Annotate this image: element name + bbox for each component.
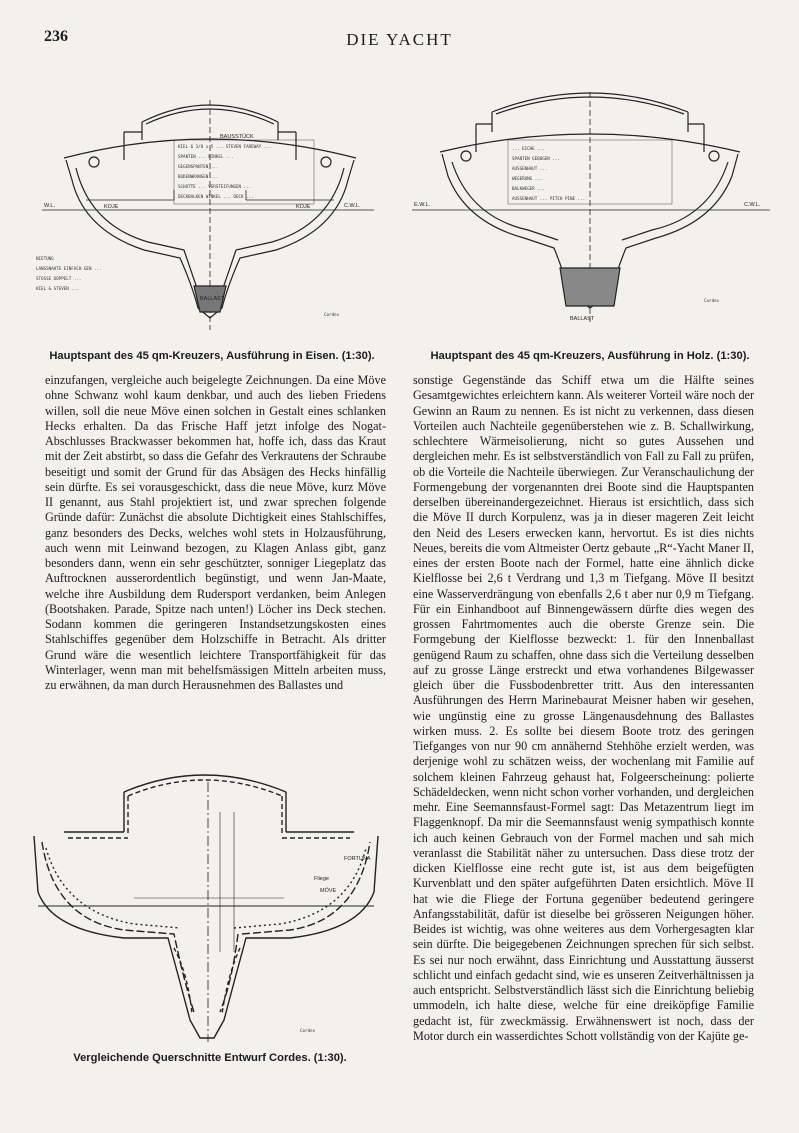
spec-line: SPANTEN GEBOGEN ...: [512, 156, 560, 161]
caption-fig1: Hauptspant des 45 qm-Kreuzers, Ausführung in Eisen. (1:30).: [49, 350, 375, 362]
paragraph: sonstige Gegenstände das Schiff etwa um die Hälfte seines Gesamtgewichtes erleichtern kann. Als weiterer Vorteil wäre noch der Gewinn an Raum zu nennen. Es ist nicht zu verkennen, dass diesen Vorteilen auch Nachteile gegenüberstehen wie z. B. Schallwirkung, schlechtere Wärmeisolierung, nicht so gutes Aussehen und dergleichen mehr. Es ist selbstverständlich von Fall zu Fall zu prüfen, ob die Vorteile die Nachteile überwiegen. Zur Veranschaulichung der Formengebung der vorgenannten drei Boote sind die Hauptspanten derselben übereinandergezeichnet. Hieraus ist ersichtlich, dass sich die Möve II durch Korpulenz, was ja in dieser mageren Zeit leicht den Neid des Lesers erwecken kann, hervortut. Es ist dies nichts Neues, bereits die vom Altmeister Oertz gebaute „R“-Yacht Maner II, eines der ersten Boote nach der Formel, hatte eine ähnlich dicke Kielflosse bei 2,6 t Verdrang und 1,3 m Tiefgang. Möve II besitzt eine Wasserverdrängung von ebenfalls 2,6 t aber nur 0,9 m Tiefgang. Für ein Einhandboot auf Binnengewässern dürfte dies wegen des grossen Fahrtmomentes auch die oberste Grenze sein. Die Formgebung der Kielflosse bezweckt: 1. für den Innenballast genügend Raum zu schaffen, ohne dass sich die Verteilung desselben auf zu grosse Länge erstreckt und etwa vorhandenes Bilgewasser gleich über die Fussbodenbretter tritt. Aus den interessanten Ausführungen des Herrn Marinebaurat Meisner haben wir gesehen, wie ungünstig eine zu grosse Längenausdehnung des Ballastes wirken muss. 2. Es sollte bei diesem Boote trotz des geringen Tiefganges von nur 90 cm annähernd Stehhöhe erzielt werden, was derjenige wohl zu schätzen weiss, der wochenlang mit Familie auf solchem kleinen Fahrzeug gehaust hat, Folgeerscheinung: polierte Schädeldecken, wenn nicht schon vorher vorhanden, und dergleichen mehr. Eine Seemannsfaust-Formel sagt: Das Metazentrum liegt im Flaggenknopf. Da mir die Seemannsfaust wenig sympathisch konnte ich auch keinen Gebrauch von der Formel machen und sah mich veranlasst die Stabilität näher zu untersuchen. Dass diese trotz der dicken Kielflosse eine recht gute ist, ist aus dem beigefügten Kurvenblatt und den später aufgeführten Daten ersichtlich. Möve II hat wie die Fliege der Fortuna gegenüber bedeutend geringere Anfangsstabilität, dafür ist dieselbe bei grösseren Neigungen höher. Beides ist wichtig, was ohne weiteres aus dem Vorhergesagten klar sein dürfte. Die beigegebenen Zeichnungen sprechen für sich selbst. Es sei nur noch erwähnt, dass Einrichtung und Ausstattung äusserst schlicht und einfach gedacht sind, wie es unseren Zeitverhältnissen ja auch entspricht. Selbstverständlich lässt sich die Einrichtung beliebig ummodeln, ich halte diese, welche für eine dreiköpfige Familie gedacht ist, für zweckmässig. Erwähnenswert ist noch, dass der Motor durch ein wasserdichtes Schott vollständig von der Kajüte ge-: [413, 373, 755, 1043]
label-fliege: Fliege: [314, 876, 329, 882]
signature: Cordes: [704, 298, 720, 303]
figure-hauptspant-eisen: [24, 80, 400, 346]
page-number: 236: [44, 28, 68, 45]
figure-vergleichende-querschnitte: [24, 752, 396, 1046]
spec-line: KIEL 6 3/8 x 5 ... STEVEN FAREWAY ...: [178, 144, 272, 149]
spec-line: AUSSENHAUT ...: [512, 166, 548, 171]
note-line: NIETUNG: [36, 256, 54, 261]
running-head: DIE YACHT: [346, 30, 453, 49]
label-cwl: C.W.L.: [744, 202, 761, 208]
spec-line: DECKBALKEN WINKEL ... DECK ...: [178, 194, 254, 199]
spec-line: WEGERUNG ...: [512, 176, 543, 181]
label-wl: W.L.: [44, 203, 56, 209]
note-line: KIEL & STEVEN ...: [36, 286, 79, 291]
spec-line: ... EICHE ...: [512, 146, 545, 151]
label-move: MÖVE: [320, 888, 337, 894]
spec-line: SPANTEN ... WINKEL ...: [178, 154, 234, 159]
label-cwl: C.W.L.: [344, 203, 361, 209]
caption-fig2: Hauptspant des 45 qm-Kreuzers, Ausführung in Holz. (1:30).: [430, 350, 750, 362]
spec-line: BODENWRANGEN ...: [178, 174, 219, 179]
note-line: STOSSE DOPPELT ...: [36, 276, 82, 281]
label-ballast: BALLAST: [200, 296, 225, 302]
label-ballast: BALLAST: [570, 316, 595, 322]
text-column-left: [45, 373, 386, 693]
paragraph: einzufangen, vergleiche auch beigelegte Zeichnungen. Da eine Möve ohne Schwanz wohl kaum denkbar, und auch des lieben Friedens willen, soll die neue Möve einen solchen in Gestalt eines schlanken Hecks erhalten. Da das Frische Haff jetzt infolge des Nogat-Abschlusses Brackwasser bekommen hat, hoffe ich, dass das Kraut mit der Zeit abstirbt, so dass die Gefahr des Verkrautens der Schraube beseitigt und somit der Grund für das Absägen des Hecks hinfällig sein dürfte. Es sei vorausgeschickt, dass die neue Möve, kurz Möve II genannt, aus Stahl projektiert ist, und zwar sprechen folgende Gründe dafür: Zunächst die absolute Dichtigkeit eines Stahlschiffes, ganz besonders des Decks, welches wohl stets in Holzausführung, auch wenn mit Leinwand bezogen, zu Klagen Anlass gibt, ganz besonders dann, wenn ein sehr geschützter, sonniger Liegeplatz das Auftrocknen ausserordentlich begünstigt, und wenn Jan-Maate, welche ihre Ausbildung dem Rudersport verdanken, beim Anlegen (Bootshaken. Parade, Spitze nach unten!) Löcher ins Deck stechen. Sodann kommen die geringeren Instandsetzungskosten eines Stahlschiffes gegenüber dem Holzschiffe in Betracht. Als dritter Grund wäre die wesentlich leichtere Transportfähigkeit für das Winterlager, wenn man mit behelfsmässigen Mitteln arbeiten muss, zu erwähnen, da man durch Herausnehmen des Ballastes und: [45, 373, 386, 692]
label-koje-left: KOJE: [104, 204, 119, 210]
caption-fig3: Vergleichende Querschnitte Entwurf Cordes. (1:30).: [73, 1052, 347, 1064]
label-ewl: E.W.L.: [414, 202, 431, 208]
label-bausstuck: BAUSSTÜCK: [220, 134, 254, 140]
signature: Cordes: [300, 1028, 316, 1033]
note-line: LANGSNAHTE EINFACH GEN ...: [36, 266, 102, 271]
signature: Cordes: [324, 312, 340, 317]
spec-line: BALKWEGER ...: [512, 186, 545, 191]
label-fortuna: FORTUNA: [344, 856, 371, 862]
spec-line: AUSSENHAUT ... PITCH PINE ...: [512, 196, 586, 201]
figure-hauptspant-holz: [404, 72, 776, 342]
text-column-right: [413, 373, 754, 1044]
spec-line: SCHOTTE ... VERSTEIFUNGEN ...: [178, 184, 252, 189]
spec-line: GEGENSPANTEN ...: [178, 164, 219, 169]
label-koje-right: KOJE: [296, 204, 311, 210]
